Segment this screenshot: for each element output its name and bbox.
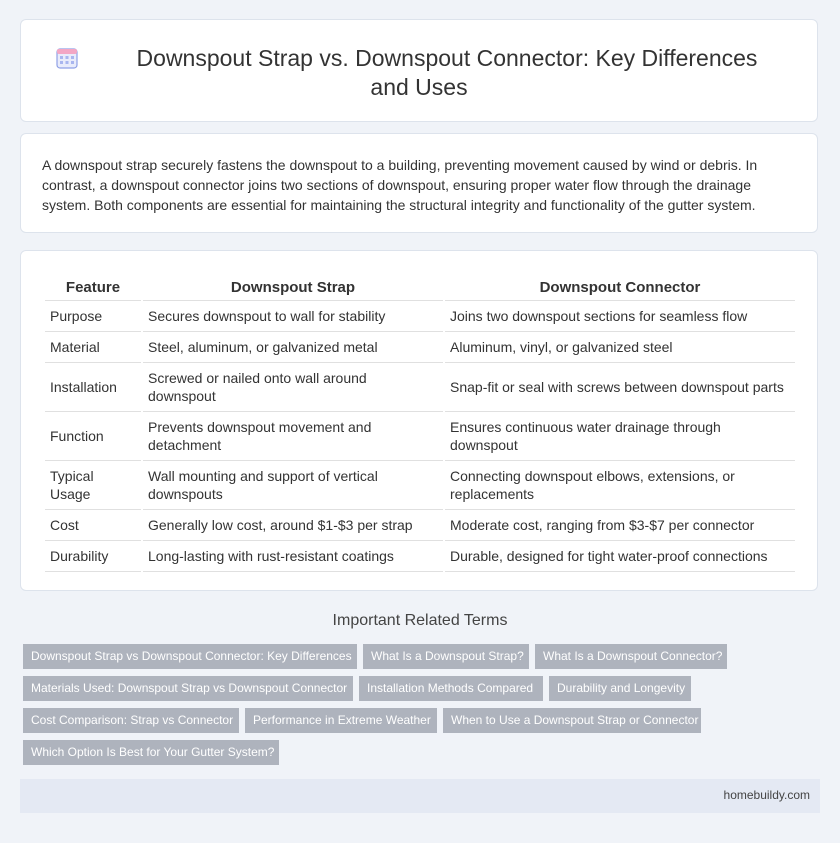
feature-cell: Material bbox=[45, 332, 141, 363]
connector-cell: Joins two downspout sections for seamless flow bbox=[445, 301, 795, 332]
title-card bbox=[20, 19, 818, 122]
table-row bbox=[45, 301, 795, 332]
footer-site: homebuildy.com bbox=[723, 788, 810, 802]
related-term-tag[interactable]: What Is a Downspout Connector? bbox=[535, 644, 727, 669]
feature-cell: Function bbox=[45, 412, 141, 461]
feature-cell: Installation bbox=[45, 363, 141, 412]
related-term-tag[interactable]: What Is a Downspout Strap? bbox=[363, 644, 529, 669]
related-term-tag[interactable]: Which Option Is Best for Your Gutter System? bbox=[23, 740, 279, 765]
related-term-tag[interactable]: When to Use a Downspout Strap or Connector bbox=[443, 708, 701, 733]
footer bbox=[20, 779, 820, 813]
related-term-tag[interactable]: Durability and Longevity bbox=[549, 676, 691, 701]
strap-cell: Secures downspout to wall for stability bbox=[143, 301, 443, 332]
strap-cell: Wall mounting and support of vertical downspouts bbox=[143, 461, 443, 510]
strap-cell: Prevents downspout movement and detachment bbox=[143, 412, 443, 461]
intro-paragraph: A downspout strap securely fastens the downspout to a building, preventing movement caused by wind or debris. In contrast, a downspout connector joins two sections of downspout, ensuring proper water flow through the drainage system. Both components are essential for maintaining the structural integrity and functionality of the gutter system. bbox=[42, 157, 758, 213]
header-feature: Feature bbox=[45, 276, 141, 301]
related-term-tag[interactable]: Installation Methods Compared bbox=[359, 676, 543, 701]
comparison-table bbox=[43, 276, 797, 572]
related-terms-title: Important Related Terms bbox=[332, 612, 508, 629]
connector-cell: Ensures continuous water drainage through downspout bbox=[445, 412, 795, 461]
feature-cell: Purpose bbox=[45, 301, 141, 332]
connector-cell: Aluminum, vinyl, or galvanized steel bbox=[445, 332, 795, 363]
related-term-tag[interactable]: Materials Used: Downspout Strap vs Downspout Connector bbox=[23, 676, 353, 701]
feature-cell: Cost bbox=[45, 510, 141, 541]
table-row bbox=[45, 332, 795, 363]
connector-cell: Snap-fit or seal with screws between downspout parts bbox=[445, 363, 795, 412]
related-term-tag[interactable]: Cost Comparison: Strap vs Connector bbox=[23, 708, 239, 733]
table-header-row bbox=[45, 276, 795, 301]
strap-cell: Steel, aluminum, or galvanized metal bbox=[143, 332, 443, 363]
feature-cell: Typical Usage bbox=[45, 461, 141, 510]
table-row bbox=[45, 412, 795, 461]
header-strap: Downspout Strap bbox=[143, 276, 443, 301]
table-row bbox=[45, 461, 795, 510]
strap-cell: Screwed or nailed onto wall around downspout bbox=[143, 363, 443, 412]
related-term-tag[interactable]: Downspout Strap vs Downspout Connector: Key Differences bbox=[23, 644, 357, 669]
feature-cell: Durability bbox=[45, 541, 141, 572]
table-row bbox=[45, 510, 795, 541]
connector-cell: Connecting downspout elbows, extensions, or replacements bbox=[445, 461, 795, 510]
strap-cell: Long-lasting with rust-resistant coatings bbox=[143, 541, 443, 572]
related-term-tag[interactable]: Performance in Extreme Weather bbox=[245, 708, 437, 733]
header-connector: Downspout Connector bbox=[445, 276, 795, 301]
connector-cell: Moderate cost, ranging from $3-$7 per connector bbox=[445, 510, 795, 541]
connector-cell: Durable, designed for tight water-proof connections bbox=[445, 541, 795, 572]
strap-cell: Generally low cost, around $1-$3 per strap bbox=[143, 510, 443, 541]
table-row bbox=[45, 541, 795, 572]
table-row bbox=[45, 363, 795, 412]
intro-card bbox=[20, 133, 818, 233]
comparison-table-card bbox=[20, 250, 818, 591]
page-title: Downspout Strap vs. Downspout Connector: Key Differences and Uses bbox=[136, 45, 758, 100]
